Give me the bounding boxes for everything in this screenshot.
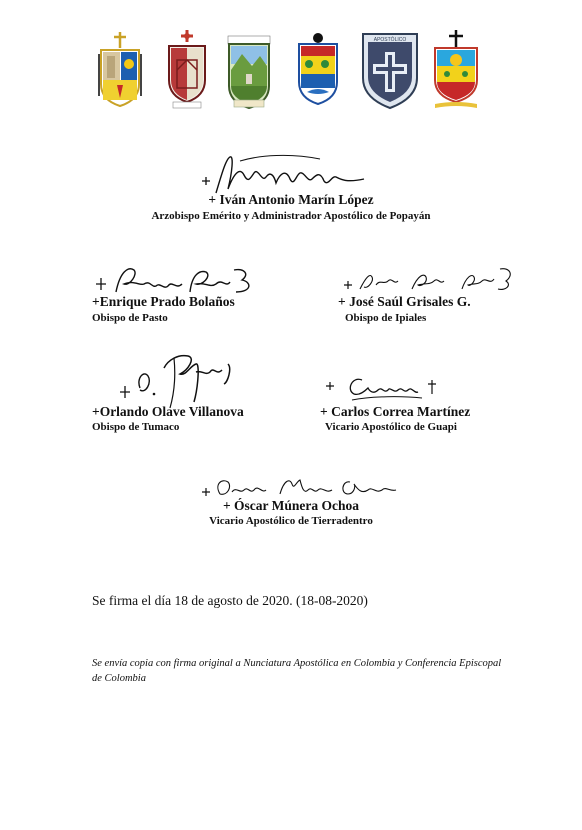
signing-date: Se firma el día 18 de agosto de 2020. (18-08-2020) xyxy=(92,593,368,608)
signatory-name-1: + Iván Antonio Marín López xyxy=(208,192,374,207)
signatory-name-2: +Enrique Prado Bolaños xyxy=(92,294,235,309)
handwritten-signature xyxy=(116,348,246,412)
crest-ipiales xyxy=(226,30,272,112)
coastal-diocese-coat-of-arms-icon xyxy=(295,30,341,110)
signatory-name-4: +Orlando Olave Villanova xyxy=(92,404,244,419)
copy-note: Se envía copia con firma original a Nunciatura Apostólica en Colombia y Conferencia Episcopal de Colombia xyxy=(92,658,502,684)
crest-tumaco xyxy=(295,30,341,110)
crest-pasto xyxy=(163,30,211,110)
crest-popayan xyxy=(95,30,145,110)
signatory-name-6: + Óscar Múnera Ochoa xyxy=(222,498,360,513)
signatory-role-1: Arzobispo Emérito y Administrador Apostólico de Popayán xyxy=(151,210,431,222)
crest-guapi xyxy=(359,30,421,110)
cross-bishop-coat-of-arms-icon xyxy=(163,30,211,110)
signatory-role-3: Obispo de Ipiales xyxy=(345,312,427,324)
signatory-role-2: Obispo de Pasto xyxy=(92,312,168,324)
signatory-role-4: Obispo de Tumaco xyxy=(92,421,180,433)
signatory-name-5: + Carlos Correa Martínez xyxy=(320,404,471,419)
signatory-role-5: Vicario Apostólico de Guapi xyxy=(325,421,457,433)
signature-5 xyxy=(322,372,452,406)
apostolic-vicariate-shield-icon xyxy=(359,30,421,110)
cathedral-tower-coat-of-arms-icon xyxy=(95,30,145,110)
crest-tierradentro xyxy=(429,30,483,112)
sun-and-mountains-coat-of-arms-icon xyxy=(429,30,483,112)
signatory-name-3: + José Saúl Grisales G. xyxy=(338,294,471,309)
mountain-village-coat-of-arms-icon xyxy=(226,30,272,112)
handwritten-signature xyxy=(322,372,452,406)
signatory-role-6: Vicario Apostólico de Tierradentro xyxy=(209,515,373,527)
signature-4 xyxy=(116,348,246,412)
shield-label: APOSTÓLICO xyxy=(373,37,407,43)
